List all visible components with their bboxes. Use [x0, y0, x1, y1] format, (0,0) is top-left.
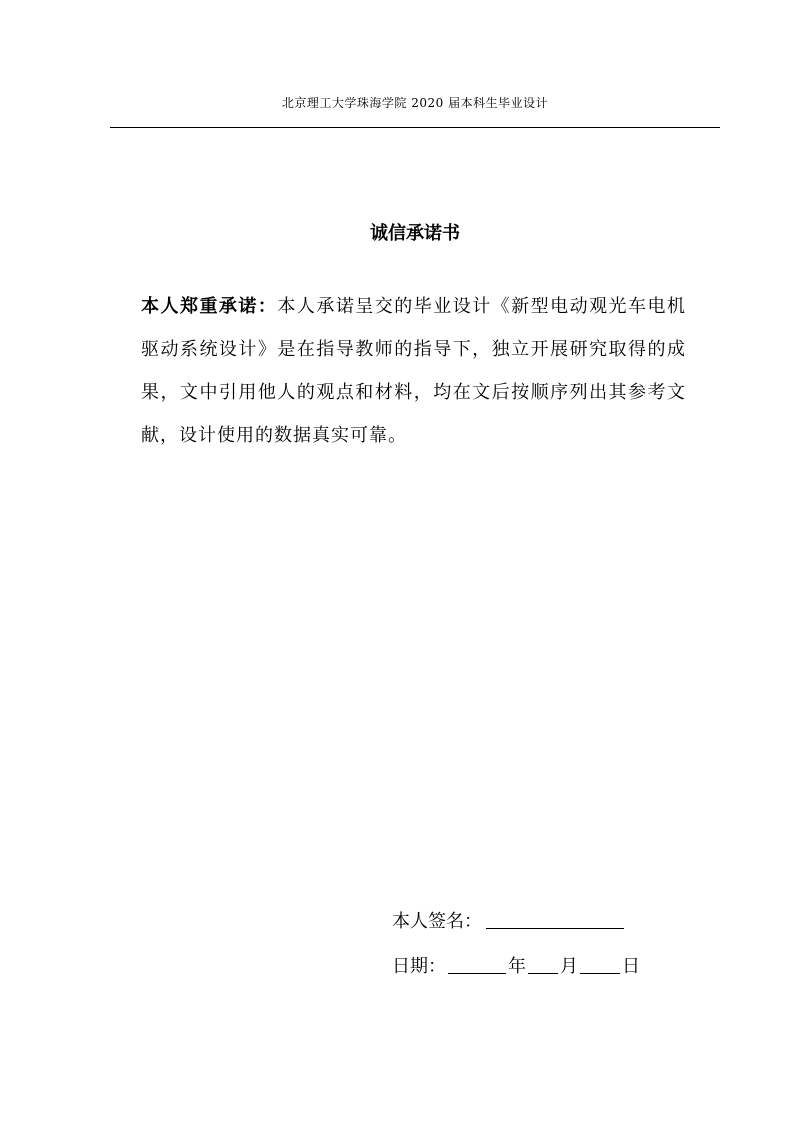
month-label: 月: [560, 956, 578, 977]
year-label: 年: [508, 956, 526, 977]
month-blank: [528, 953, 558, 974]
signature-blank: [486, 908, 624, 929]
date-label: 日期：: [392, 956, 446, 977]
statement-text: 本人承诺呈交的毕业设计《新型电动观光车电机驱动系统设计》是在指导教师的指导下，独立开展研究取得的成果，文中引用他人的观点和材料，均在文后按顺序列出其参考文献，设计使用的数据真实可靠。: [141, 296, 687, 446]
header-rule: [110, 127, 720, 128]
signature-row: [392, 908, 624, 936]
page-title: 诚信承诺书: [370, 223, 460, 244]
date-row: [392, 953, 640, 981]
statement-lead: 本人郑重承诺：: [141, 296, 278, 317]
running-header: 北京理工大学珠海学院 2020 届本科生毕业设计: [281, 96, 549, 110]
year-blank: [448, 953, 506, 974]
commitment-statement: [141, 285, 686, 457]
day-label: 日: [622, 956, 640, 977]
day-blank: [580, 953, 620, 974]
signature-label: 本人签名：: [392, 911, 482, 932]
